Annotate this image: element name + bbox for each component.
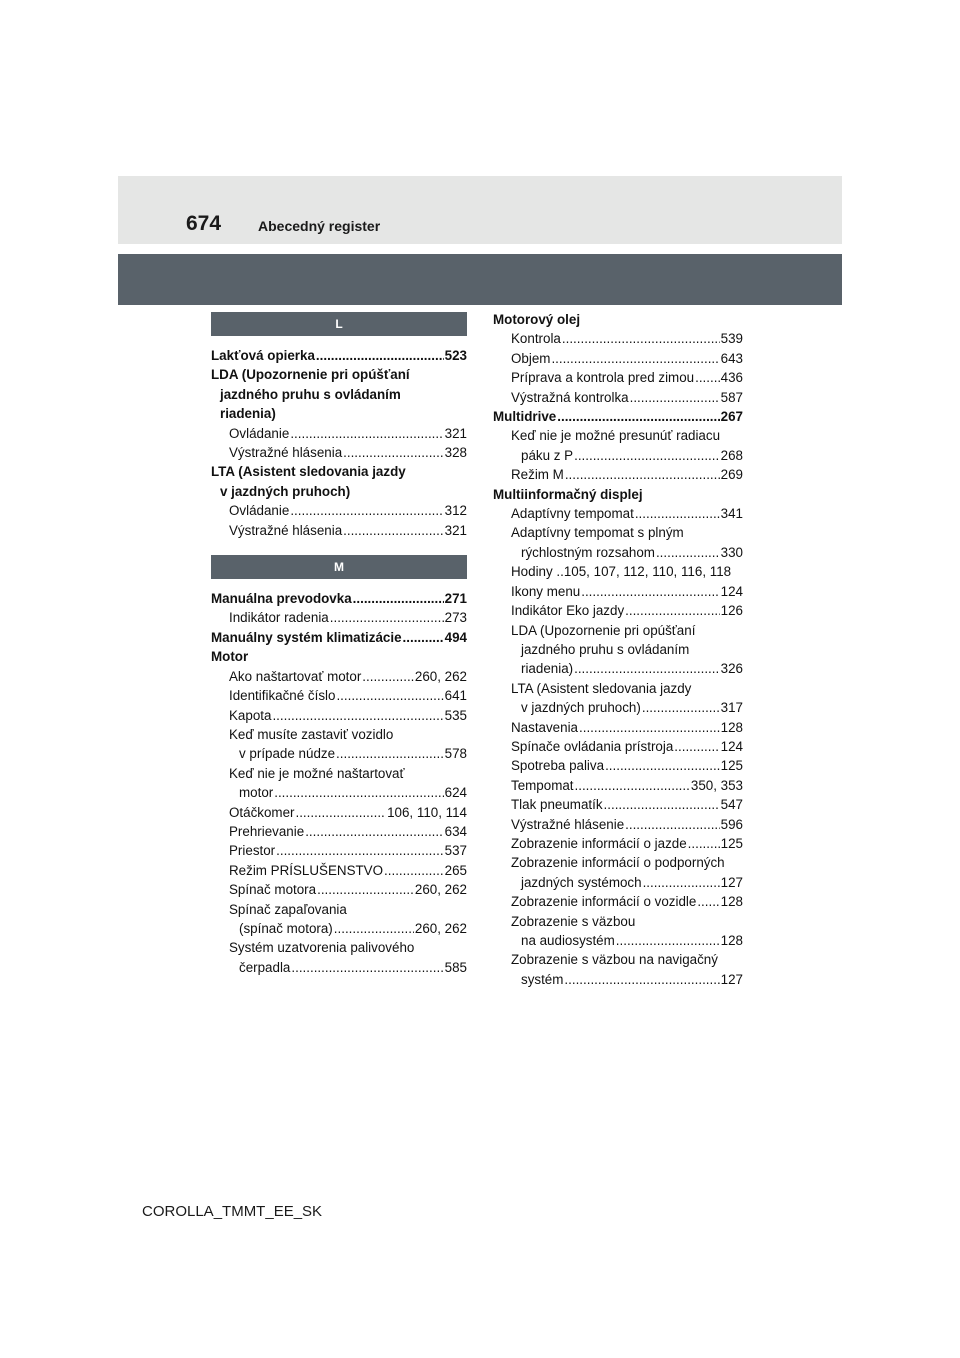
index-entry-text: Spotreba paliva	[511, 758, 605, 774]
index-entry	[211, 880, 467, 899]
index-entry-page: 128	[720, 719, 743, 735]
index-entry-text: Keď musíte zastaviť vozidlo	[229, 726, 394, 742]
dot-leader	[674, 737, 719, 756]
index-entry-text: Adaptívny tempomat	[511, 506, 634, 522]
index-entry-page: 271	[444, 591, 467, 607]
index-entry-page: 127	[720, 971, 743, 987]
index-entry-text: Manuálna prevodovka	[211, 591, 352, 607]
dot-leader	[272, 706, 443, 725]
index-entry-text: Zobrazenie informácií o jazde	[511, 835, 687, 851]
index-entry	[211, 365, 467, 384]
index-entry	[211, 861, 467, 880]
index-entry	[211, 443, 467, 462]
index-entry	[211, 521, 467, 540]
index-entry	[211, 424, 467, 443]
index-entry	[211, 958, 467, 977]
index-entry-text: Ikony menu	[511, 583, 581, 599]
dot-leader	[635, 504, 720, 523]
dot-leader	[579, 718, 720, 737]
index-entry	[493, 426, 743, 445]
index-entry-text: Výstražné hlásenie	[511, 816, 625, 832]
dot-leader	[581, 582, 719, 601]
dot-leader	[353, 589, 444, 608]
index-entry-text: Multidrive	[493, 409, 557, 425]
index-entry	[493, 582, 743, 601]
index-entry-page: 634	[444, 823, 467, 839]
index-entry-text: Ovládanie	[229, 503, 290, 519]
index-entry-text: Prehrievanie	[229, 823, 305, 839]
index-entry-page: 128	[720, 894, 743, 910]
index-entry-text: Ovládanie	[229, 425, 290, 441]
index-entry	[493, 388, 743, 407]
index-entry-page: 341	[720, 506, 743, 522]
index-entry-text: Multiinformačný displej	[493, 486, 643, 502]
dot-leader	[565, 465, 720, 484]
index-entry	[211, 385, 467, 404]
index-entry	[493, 970, 743, 989]
index-entry-text: Výstražná kontrolka	[511, 389, 629, 405]
index-entry	[493, 446, 743, 465]
index-entry-text: Systém uzatvorenia palivového	[229, 940, 415, 956]
index-entry	[493, 601, 743, 620]
index-entry-text: jazdného pruhu s ovládaním	[220, 386, 401, 402]
dot-leader	[625, 601, 720, 620]
index-entry-page: 127	[720, 874, 743, 890]
index-entry-page: 326	[720, 661, 743, 677]
index-entry	[493, 737, 743, 756]
index-entry-page: 321	[444, 425, 467, 441]
index-entry-text: v prípade núdze	[239, 746, 336, 762]
index-entry	[493, 892, 743, 911]
section-title: Abecedný register	[258, 218, 381, 234]
index-entry-text: Hodiny ..105, 107, 112, 110, 116, 118	[511, 564, 732, 580]
index-entry-text: v jazdných pruhoch)	[521, 700, 641, 716]
index-list-right	[493, 310, 743, 989]
index-entry	[493, 834, 743, 853]
index-entry	[211, 462, 467, 481]
index-entry	[211, 764, 467, 783]
index-column-left	[211, 312, 467, 977]
index-entry-text: jazdných systémoch	[521, 874, 642, 890]
dot-leader	[336, 744, 444, 763]
index-entry-text: riadenia)	[220, 406, 276, 422]
index-entry-page: 273	[444, 610, 467, 626]
dot-leader	[403, 628, 444, 647]
index-entry	[493, 562, 743, 581]
index-entry-page: 535	[444, 707, 467, 723]
index-entry-page: 106, 110, 114	[387, 804, 467, 820]
index-entry	[211, 938, 467, 957]
index-entry-page: 330	[720, 544, 743, 560]
index-list-m	[211, 589, 467, 977]
index-entry	[493, 640, 743, 659]
index-entry-page: 578	[444, 746, 467, 762]
index-entry-text: Keď nie je možné naštartovať	[229, 765, 405, 781]
index-entry-text: Režim PRÍSLUŠENSTVO	[229, 862, 384, 878]
dot-leader	[274, 783, 443, 802]
dot-leader	[295, 803, 386, 822]
letter-heading-l: L	[211, 312, 467, 336]
index-entry-text: na audiosystém	[521, 933, 615, 948]
index-entry	[493, 853, 743, 872]
dot-leader	[291, 958, 443, 977]
index-entry-text: Kapota	[229, 707, 272, 723]
index-entry-text: čerpadla	[239, 959, 291, 975]
dot-leader	[384, 861, 444, 880]
index-entry-text: Identifikačné číslo	[229, 688, 336, 704]
index-entry-page: 624	[444, 785, 467, 801]
index-entry-page: 312	[444, 503, 467, 519]
index-entry	[211, 608, 467, 627]
index-entry	[211, 404, 467, 423]
index-entry-text: Keď nie je možné presunúť radiacu	[511, 428, 721, 444]
letter-heading-m: M	[211, 555, 467, 579]
index-entry-page: 260, 262	[414, 920, 467, 936]
index-entry-text: Lakťová opierka	[211, 348, 315, 363]
index-entry-text: Spínač motora	[229, 882, 317, 898]
index-entry-text: Príprava a kontrola pred zimou	[511, 370, 695, 386]
dot-leader	[625, 815, 720, 834]
index-entry-text: Indikátor radenia	[229, 610, 329, 626]
index-entry	[493, 485, 743, 504]
index-entry	[493, 873, 743, 892]
index-entry-text: Zobrazenie s väzbou	[511, 913, 636, 929]
index-entry-text: riadenia)	[521, 661, 574, 677]
index-entry	[493, 329, 743, 348]
dot-leader	[574, 446, 720, 465]
index-entry-page: 124	[720, 583, 743, 599]
dot-leader	[343, 443, 444, 462]
index-entry-text: LDA (Upozornenie pri opúšťaní	[511, 622, 696, 638]
index-entry-text: Indikátor Eko jazdy	[511, 603, 625, 619]
index-entry-text: Zobrazenie s väzbou na navigačný	[511, 952, 718, 968]
index-entry-text: Manuálny systém klimatizácie	[211, 629, 402, 645]
index-entry	[493, 310, 743, 329]
index-entry-page: 321	[444, 522, 467, 538]
index-list-l	[211, 346, 467, 540]
index-entry-text: v jazdných pruhoch)	[220, 483, 351, 499]
dot-leader	[643, 873, 720, 892]
index-entry	[211, 647, 467, 666]
index-entry-page: 260, 262	[414, 668, 467, 684]
index-entry	[211, 841, 467, 860]
index-entry-page: 124	[720, 738, 743, 754]
index-entry	[493, 912, 743, 931]
index-entry	[211, 744, 467, 763]
index-entry	[493, 815, 743, 834]
index-entry	[493, 950, 743, 969]
dot-leader	[688, 834, 720, 853]
index-entry-page: 641	[444, 688, 467, 704]
index-entry-text: motor	[239, 785, 274, 801]
index-entry-page: 125	[720, 835, 743, 851]
index-entry-text: rýchlostným rozsahom	[521, 544, 655, 560]
index-entry	[493, 698, 743, 717]
index-entry	[493, 659, 743, 678]
dot-leader	[642, 698, 720, 717]
dot-leader	[630, 388, 720, 407]
index-entry-text: Spínač zapaľovania	[229, 901, 347, 917]
index-entry-text: Nastavenia	[511, 719, 578, 735]
index-entry	[493, 368, 743, 387]
index-entry-text: LDA (Upozornenie pri opúšťaní	[211, 367, 410, 383]
dot-leader	[616, 931, 720, 950]
index-entry	[211, 803, 467, 822]
index-entry-text: Ako naštartovať motor	[229, 668, 362, 684]
index-entry	[493, 349, 743, 368]
index-entry-text: Výstražné hlásenia	[229, 445, 343, 461]
index-entry-page: 317	[720, 700, 743, 716]
dot-leader	[290, 424, 443, 443]
index-entry	[493, 756, 743, 775]
dot-leader	[334, 919, 414, 938]
index-entry-page: 523	[444, 348, 467, 363]
dot-leader	[316, 346, 444, 365]
dot-leader	[557, 407, 719, 426]
index-entry-text: Režim M	[511, 467, 564, 483]
index-column-right	[493, 310, 743, 989]
index-entry-text: Výstražné hlásenia	[229, 522, 343, 538]
index-entry-page: 260, 262	[414, 882, 467, 898]
index-entry-text: Tempomat	[511, 777, 574, 793]
dot-leader	[362, 667, 414, 686]
dot-leader	[343, 521, 444, 540]
dot-leader	[575, 776, 690, 795]
index-entry-page: 494	[444, 629, 467, 645]
dot-leader	[330, 608, 444, 627]
dot-leader	[551, 349, 719, 368]
index-entry	[211, 725, 467, 744]
index-entry-page: 268	[720, 447, 743, 463]
index-entry	[493, 621, 743, 640]
index-entry-text: (spínač motora)	[239, 920, 333, 936]
index-entry	[211, 589, 467, 608]
dot-leader	[695, 368, 720, 387]
index-entry-text: Motor	[211, 649, 249, 665]
index-entry-page: 350, 353	[690, 777, 743, 793]
index-entry-text: Kontrola	[511, 331, 561, 347]
index-entry	[211, 900, 467, 919]
index-entry	[211, 919, 467, 938]
document-code-footer: COROLLA_TMMT_EE_SK	[142, 1203, 323, 1220]
index-entry-page: 539	[720, 331, 743, 347]
page-number: 674	[186, 212, 222, 235]
index-entry-text: Tlak pneumatík	[511, 797, 603, 813]
index-entry-text: páku z P	[521, 447, 574, 463]
index-entry	[211, 501, 467, 520]
index-entry	[493, 718, 743, 737]
header-dark-band	[118, 254, 842, 305]
index-entry-text: LTA (Asistent sledovania jazdy	[211, 464, 406, 480]
header-band	[118, 176, 842, 244]
dot-leader	[605, 756, 720, 775]
dot-leader	[317, 880, 414, 899]
index-entry-page: 537	[444, 843, 467, 859]
dot-leader	[336, 686, 443, 705]
index-entry	[493, 931, 743, 950]
index-entry	[211, 822, 467, 841]
index-entry	[493, 679, 743, 698]
index-entry-page: 585	[444, 959, 467, 975]
index-entry-page: 125	[720, 758, 743, 774]
index-entry-text: Zobrazenie informácií o vozidle	[511, 894, 697, 910]
index-entry-page: 328	[444, 445, 467, 461]
dot-leader	[564, 970, 719, 989]
index-entry-page: 547	[720, 797, 743, 813]
index-entry	[493, 776, 743, 795]
index-entry	[211, 346, 467, 365]
dot-leader	[276, 841, 444, 860]
index-entry	[493, 795, 743, 814]
index-entry-page: 643	[720, 350, 743, 366]
index-entry-page: 128	[720, 933, 743, 948]
dot-leader	[562, 329, 720, 348]
index-entry	[493, 504, 743, 523]
index-entry-text: jazdného pruhu s ovládaním	[521, 641, 690, 657]
index-entry-text: Motorový olej	[493, 312, 581, 327]
index-entry-text: Spínače ovládania prístroja	[511, 738, 674, 754]
index-entry	[493, 407, 743, 426]
dot-leader	[574, 659, 720, 678]
index-entry-text: Zobrazenie informácií o podporných	[511, 855, 725, 871]
index-entry-text: systém	[521, 971, 564, 987]
dot-leader	[305, 822, 443, 841]
index-entry-page: 126	[720, 603, 743, 619]
index-entry	[211, 482, 467, 501]
index-entry	[211, 628, 467, 647]
index-entry-page: 596	[720, 816, 743, 832]
index-entry	[211, 686, 467, 705]
index-entry-text: Otáčkomer	[229, 804, 295, 820]
index-entry	[493, 523, 743, 542]
index-entry	[493, 465, 743, 484]
index-entry	[211, 706, 467, 725]
dot-leader	[697, 892, 719, 911]
dot-leader	[656, 543, 720, 562]
index-entry-text: Adaptívny tempomat s plným	[511, 525, 684, 541]
index-entry-text: Objem	[511, 350, 551, 366]
dot-leader	[604, 795, 720, 814]
index-entry-page: 267	[720, 409, 743, 425]
index-entry-text: LTA (Asistent sledovania jazdy	[511, 680, 692, 696]
index-entry-page: 436	[720, 370, 743, 386]
index-entry	[211, 783, 467, 802]
dot-leader	[290, 501, 443, 520]
index-entry-text: Priestor	[229, 843, 276, 859]
index-entry-page: 587	[720, 389, 743, 405]
index-entry	[211, 667, 467, 686]
index-entry-page: 269	[720, 467, 743, 483]
index-entry	[493, 543, 743, 562]
index-entry-page: 265	[444, 862, 467, 878]
